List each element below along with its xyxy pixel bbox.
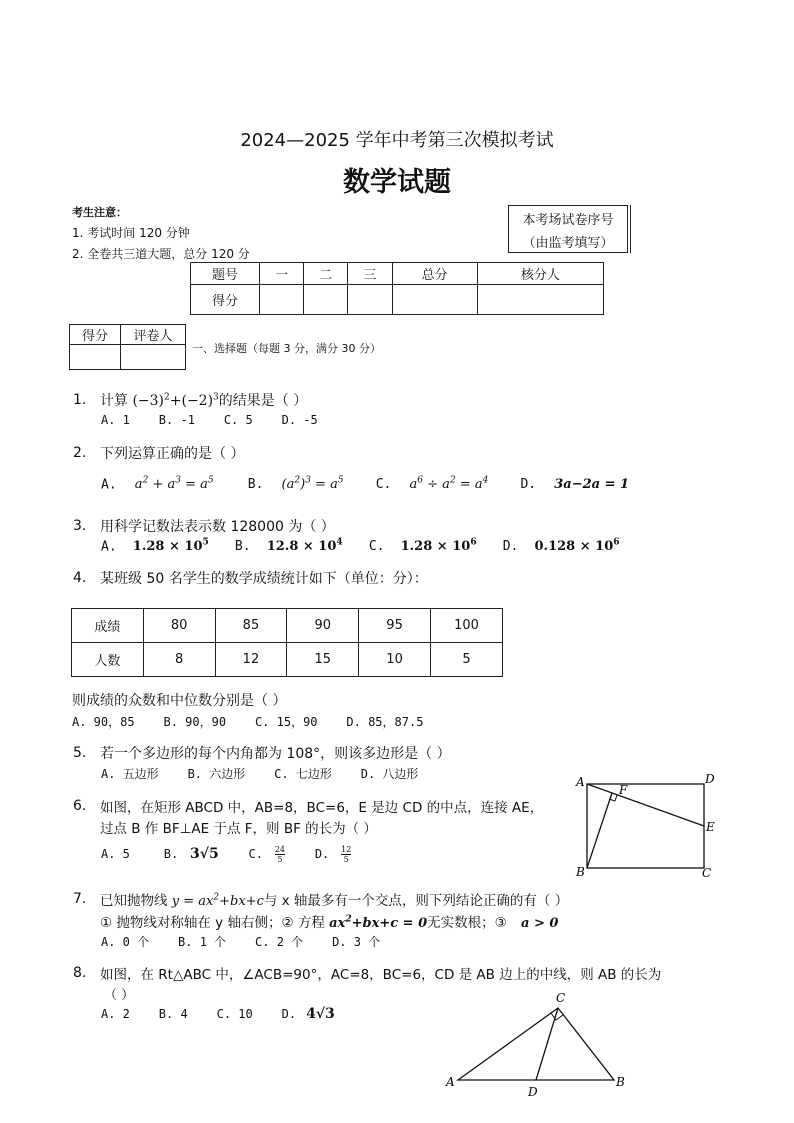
q1-text-pre: 计算 — [100, 393, 128, 409]
q8-paren: （ ） — [104, 988, 135, 1003]
q6-label-c: C — [702, 866, 712, 880]
q3-option-c-label: C. — [368, 539, 385, 555]
q2-number: 2. — [73, 445, 87, 461]
q3-option-d: $0.128 \times 10^6$ — [534, 538, 620, 555]
q3-option-a: $1.28 \times 10^5$ — [132, 538, 209, 555]
q6-option-d: $\frac{12}{5}$ — [341, 845, 352, 864]
q6-label-e: E — [706, 820, 715, 834]
q1-stem — [100, 390, 307, 410]
q4-table-cell: 95 — [359, 609, 431, 643]
q3-option-b: $12.8 \times 10^4$ — [266, 538, 343, 555]
notice-heading: 考生注意： — [72, 206, 127, 219]
seat-box-edge — [626, 205, 631, 253]
section-1-heading: 一、选择题（每题 3 分，满分 30 分） — [192, 342, 381, 355]
q2-option-c: $a^6 \div a^2 = a^4$ — [409, 476, 489, 493]
exam-title: 2024—2025 学年中考第三次模拟考试 — [240, 130, 554, 151]
grader-score-label: 得分 — [70, 325, 121, 345]
seat-box-line-1: 本考场试卷序号 — [522, 213, 614, 228]
q7-options: A. 0 个 B. 1 个 C. 2 个 D. 3 个 — [101, 935, 381, 949]
q4-table-cell: 100 — [430, 609, 502, 643]
q3-options — [101, 538, 620, 554]
q6-rectangle-figure — [572, 770, 722, 882]
q1-expression: $(-3)^2+(-2)^3$ — [132, 392, 219, 409]
notice-line-1: 1. 考试时间 120 分钟 — [72, 226, 190, 240]
q6-label-d: D — [705, 772, 715, 786]
q3-stem: 用科学记数法表示数 128000 为（ ） — [100, 519, 335, 535]
q1-number: 1. — [73, 392, 87, 408]
q6-label-a: A — [576, 775, 585, 789]
q7-number: 7. — [73, 891, 87, 907]
score-cell[interactable] — [392, 285, 477, 315]
q7-text-pre: 已知抛物线 — [100, 893, 168, 909]
score-table-header: 二 — [304, 263, 348, 285]
q8-stem: 如图，在 Rt△ABC 中，∠ACB=90°，AC=8，BC=6，CD 是 AB 边上的中线，则 AB 的长为 — [100, 967, 662, 983]
seat-box-line-2: （由监考填写） — [522, 236, 614, 251]
q5-options: A. 五边形 B. 六边形 C. 七边形 D. 八边形 — [101, 767, 419, 781]
q1-text-post: 的结果是（ ） — [218, 393, 308, 409]
q7-condition: a > 0 — [521, 916, 559, 931]
q3-option-b-label: B. — [234, 539, 251, 555]
q4-table-cell: 85 — [215, 609, 287, 643]
q1-options: A. 1 B. -1 C. 5 D. -5 — [101, 413, 318, 427]
q4-table-cell: 10 — [359, 643, 431, 677]
q6-label-b: B — [576, 865, 585, 879]
q7-stem — [100, 889, 568, 909]
score-cell[interactable] — [260, 285, 304, 315]
q2-option-a: $a^2 + a^3 = a^5$ — [134, 476, 214, 493]
q4-table-cell: 15 — [287, 643, 359, 677]
score-table-header: 核分人 — [477, 263, 603, 285]
q7-text-post: 与 x 轴最多有一个交点，则下列结论正确的有（ ） — [263, 893, 569, 909]
q8-triangle-figure — [444, 988, 634, 1100]
q5-number: 5. — [73, 745, 87, 761]
q2-option-b-label: B. — [247, 477, 264, 493]
q6-option-b: 3√5 — [190, 846, 219, 862]
grader-name-cell[interactable] — [121, 345, 186, 370]
seat-number-box — [508, 205, 628, 253]
subject-title: 数学试题 — [343, 167, 451, 198]
q2-options — [101, 476, 629, 492]
q4-question: 则成绩的众数和中位数分别是（ ） — [72, 693, 287, 709]
q6-stem-line-2: 过点 B 作 BF⊥AE 于点 F，则 BF 的长为（ ） — [100, 821, 377, 837]
score-cell[interactable] — [304, 285, 348, 315]
q8-options — [101, 1006, 335, 1022]
q8-options-text: A. 2 B. 4 C. 10 D. — [101, 1007, 297, 1021]
score-table — [190, 262, 604, 315]
score-cell[interactable] — [477, 285, 603, 315]
q6-option-a: A. 5 — [101, 847, 130, 861]
q8-label-b: B — [616, 1075, 625, 1089]
q7-equation: $ax^2+bx+c = 0$ — [329, 914, 428, 931]
q3-option-d-label: D. — [502, 539, 519, 555]
q4-data-table — [71, 608, 503, 677]
score-table-header: 总分 — [392, 263, 477, 285]
q8-option-d: 4√3 — [306, 1006, 335, 1022]
q7-statements — [100, 911, 558, 931]
q2-option-a-label: A. — [101, 477, 117, 493]
score-table-header: 一 — [260, 263, 304, 285]
score-table-header: 题号 — [191, 263, 260, 285]
q4-table-cell: 80 — [143, 609, 215, 643]
grader-score-cell[interactable] — [70, 345, 121, 370]
q4-stem: 某班级 50 名学生的数学成绩统计如下（单位：分）： — [100, 571, 428, 587]
q4-table-header: 人数 — [72, 643, 144, 677]
q2-stem: 下列运算正确的是（ ） — [100, 446, 245, 462]
q3-option-c: $1.28 \times 10^6$ — [400, 538, 477, 555]
q8-label-a: A — [446, 1075, 455, 1089]
grader-table — [69, 324, 186, 370]
q6-option-c-label: C. — [248, 847, 263, 861]
q4-table-cell: 5 — [430, 643, 502, 677]
q3-option-a-label: A. — [101, 539, 117, 555]
q4-table-cell: 12 — [215, 643, 287, 677]
q6-number: 6. — [73, 798, 87, 814]
q3-number: 3. — [73, 518, 87, 534]
q6-option-d-label: D. — [314, 847, 330, 861]
q7-parabola: $y = ax^2+bx+c$ — [171, 892, 264, 909]
q2-option-b: $(a^2)^3 = a^5$ — [281, 476, 344, 493]
q8-label-d: D — [528, 1085, 538, 1099]
q4-number: 4. — [73, 570, 87, 586]
notice-line-2: 2. 全卷共三道大题，总分 120 分 — [72, 247, 250, 261]
q6-stem-line-1: 如图，在矩形 ABCD 中，AB=8，BC=6，E 是边 CD 的中点，连接 AE， — [100, 800, 544, 816]
score-row-label: 得分 — [191, 285, 260, 315]
q6-option-c: $\frac{24}{5}$ — [274, 845, 285, 864]
q2-option-d-label: D. — [520, 477, 537, 493]
q6-label-f: F — [619, 783, 628, 797]
score-cell[interactable] — [348, 285, 392, 315]
q4-table-cell: 8 — [143, 643, 215, 677]
q4-table-cell: 90 — [287, 609, 359, 643]
q7-statement-2: 无实数根；③ — [427, 915, 507, 931]
q4-table-header: 成绩 — [72, 609, 144, 643]
q8-label-c: C — [556, 991, 566, 1005]
q2-option-c-label: C. — [375, 477, 392, 493]
q4-options: A. 90，85 B. 90，90 C. 15，90 D. 85，87.5 — [72, 715, 424, 729]
q6-option-b-label: B. — [163, 847, 179, 861]
grader-name-label: 评卷人 — [121, 325, 186, 345]
q8-number: 8. — [73, 965, 87, 981]
score-table-header: 三 — [348, 263, 392, 285]
q5-stem: 若一个多边形的每个内角都为 108°，则该多边形是（ ） — [100, 746, 451, 762]
q2-option-d: 3a−2a = 1 — [554, 477, 630, 493]
q7-statement-1: ① 抛物线对称轴在 y 轴右侧；② 方程 — [100, 915, 325, 931]
q6-options — [101, 845, 351, 864]
